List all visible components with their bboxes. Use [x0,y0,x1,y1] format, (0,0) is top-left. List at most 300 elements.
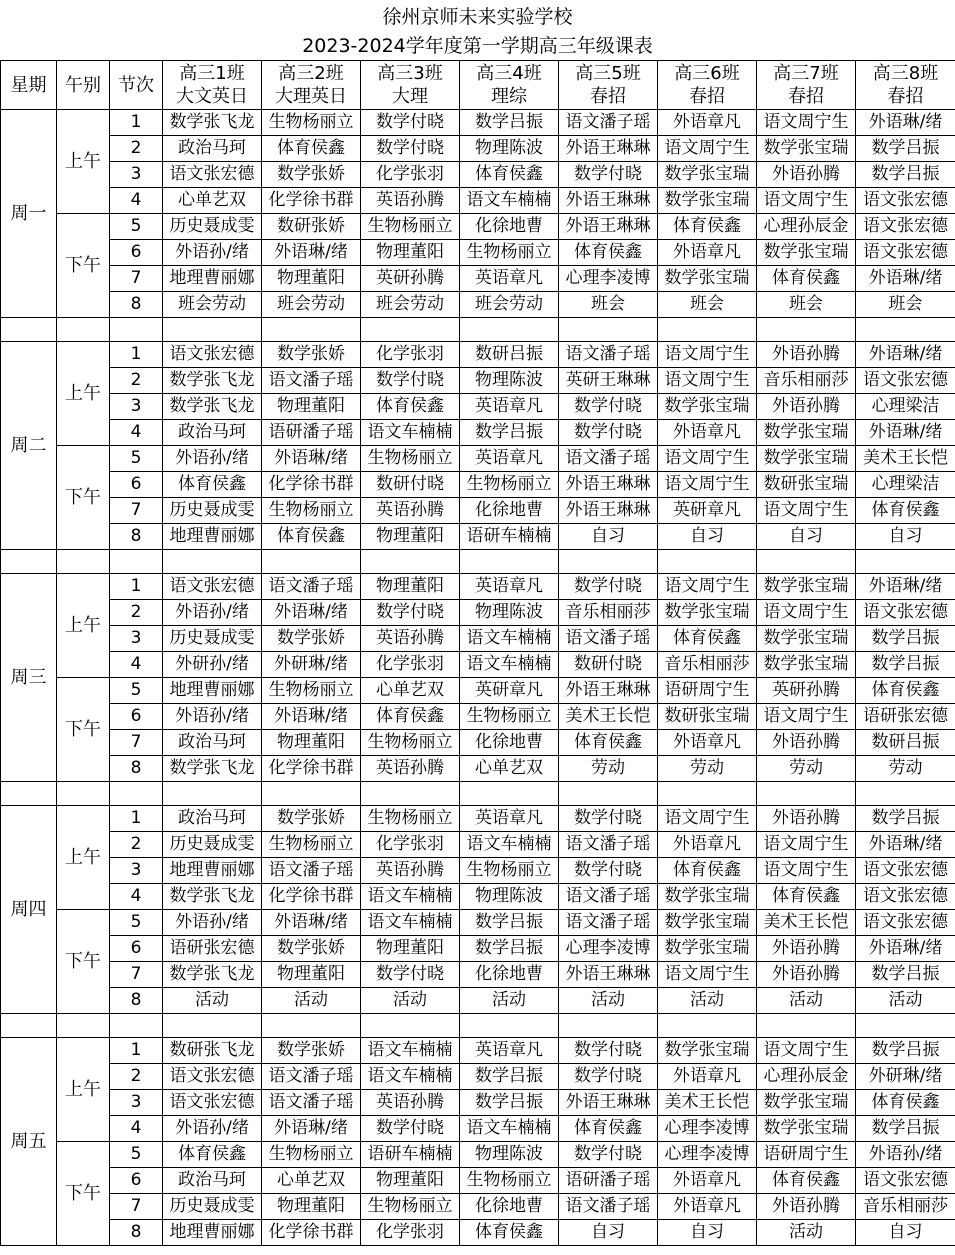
class-cell: 班会劳动 [361,292,460,318]
class-cell: 地理曹丽娜 [163,524,262,550]
class-cell: 化徐地曹 [460,498,559,524]
header-half: 午别 [57,61,110,110]
separator-cell [163,550,262,574]
class-cell: 英语孙腾 [361,756,460,782]
separator-cell [559,782,658,806]
class-cell: 化学张羽 [361,832,460,858]
class-cell: 数学张飞龙 [163,368,262,394]
class-cell: 数学吕振 [460,1064,559,1090]
separator-cell [110,550,163,574]
class-cell: 美术王长恺 [856,446,955,472]
class-cell: 数研吕振 [460,342,559,368]
period-number: 5 [110,214,163,240]
period-number: 3 [110,626,163,652]
class-cell: 外语孙腾 [757,962,856,988]
class-cell: 数学吕振 [856,1116,955,1142]
class-cell: 外语章凡 [658,240,757,266]
class-cell: 数研付晓 [361,472,460,498]
schedule-subtitle: 2023-2024学年度第一学期高三年级课表 [302,35,653,57]
period-number: 2 [110,368,163,394]
class-cell: 数学吕振 [460,110,559,136]
class-cell: 语文周宁生 [658,446,757,472]
class-cell: 外语琳/绪 [262,446,361,472]
half-morning: 上午 [57,110,110,214]
class-cell: 体育侯鑫 [757,884,856,910]
class-cell: 体育侯鑫 [757,1168,856,1194]
table-row [1,472,955,498]
class-cell: 活动 [757,988,856,1014]
period-number: 6 [110,936,163,962]
table-row [1,1064,955,1090]
separator-cell [1,1014,57,1038]
period-number: 6 [110,704,163,730]
class-cell: 数学付晓 [361,368,460,394]
class-cell: 音乐相丽莎 [856,1194,955,1220]
class-cell: 外语孙/绪 [163,1116,262,1142]
period-number: 1 [110,342,163,368]
class-cell: 语文潘子瑶 [559,1194,658,1220]
day-separator [1,1014,955,1038]
header-class-5: 高三5班 春招 [559,61,658,110]
class-cell: 数学付晓 [559,162,658,188]
class-cell: 政治马珂 [163,420,262,446]
class-cell: 生物杨丽立 [460,858,559,884]
class-cell: 数学吕振 [460,1090,559,1116]
period-number: 7 [110,1194,163,1220]
class-cell: 语文潘子瑶 [262,1090,361,1116]
class-cell: 外语章凡 [658,1064,757,1090]
class-cell: 语文周宁生 [757,188,856,214]
class-cell: 语文车楠楠 [361,1064,460,1090]
class-cell: 语文潘子瑶 [559,884,658,910]
class-cell: 物理陈波 [460,884,559,910]
class-cell: 数学付晓 [559,394,658,420]
header-class-6: 高三6班 春招 [658,61,757,110]
class-cell: 体育侯鑫 [262,136,361,162]
class-cell: 生物杨丽立 [262,1142,361,1168]
day-separator [1,318,955,342]
class-cell: 数学张娇 [262,1038,361,1064]
separator-cell [658,318,757,342]
class-cell: 体育侯鑫 [559,730,658,756]
table-row [1,1142,955,1168]
table-row [1,910,955,936]
period-number: 1 [110,110,163,136]
class-cell: 语文周宁生 [658,472,757,498]
class-cell: 外语王琳琳 [559,188,658,214]
class-cell: 地理曹丽娜 [163,858,262,884]
period-number: 4 [110,1116,163,1142]
class-cell: 语文潘子瑶 [262,1064,361,1090]
class-cell: 体育侯鑫 [658,214,757,240]
class-cell: 音乐相丽莎 [757,368,856,394]
class-cell: 语文车楠楠 [460,652,559,678]
class-cell: 生物杨丽立 [262,110,361,136]
class-cell: 劳动 [856,756,955,782]
class-cell: 体育侯鑫 [856,678,955,704]
class-cell: 体育侯鑫 [559,240,658,266]
period-number: 8 [110,1220,163,1246]
separator-cell [262,318,361,342]
class-cell: 语文张宏德 [856,240,955,266]
half-morning: 上午 [57,574,110,678]
class-cell: 语文张宏德 [163,342,262,368]
class-cell: 语文车楠楠 [460,1116,559,1142]
class-cell: 语文周宁生 [757,832,856,858]
table-row [1,214,955,240]
class-cell: 数学张宝瑞 [757,652,856,678]
class-cell: 语文周宁生 [757,110,856,136]
class-cell: 外语孙/绪 [163,910,262,936]
class-cell: 数学付晓 [361,962,460,988]
period-number: 8 [110,988,163,1014]
class-cell: 数学张宝瑞 [658,936,757,962]
class-cell: 外语孙腾 [757,342,856,368]
class-cell: 外语章凡 [658,1168,757,1194]
class-cell: 数学张宝瑞 [757,446,856,472]
class-cell: 生物杨丽立 [262,832,361,858]
header-period: 节次 [110,61,163,110]
class-cell: 数学张宝瑞 [658,394,757,420]
period-number: 1 [110,574,163,600]
class-cell: 生物杨丽立 [361,446,460,472]
separator-cell [110,1014,163,1038]
table-row [1,936,955,962]
separator-cell [658,550,757,574]
class-cell: 外语琳/绪 [856,936,955,962]
class-cell: 语文潘子瑶 [559,110,658,136]
class-cell: 外语章凡 [658,1194,757,1220]
class-cell: 外语孙/绪 [163,600,262,626]
class-cell: 美术王长恺 [658,1090,757,1116]
separator-cell [757,1014,856,1038]
header-row [1,61,955,110]
table-row [1,394,955,420]
class-cell: 英语孙腾 [361,858,460,884]
class-cell: 语文张宏德 [856,910,955,936]
table-row [1,600,955,626]
class-cell: 心理李凌博 [658,1116,757,1142]
timetable [0,60,955,1246]
class-cell: 化学徐书群 [262,1220,361,1246]
class-cell: 班会劳动 [262,292,361,318]
class-cell: 语文潘子瑶 [262,858,361,884]
table-row [1,110,955,136]
table-row [1,1168,955,1194]
separator-cell [110,782,163,806]
table-row [1,1090,955,1116]
class-cell: 数研张宝瑞 [658,704,757,730]
class-cell: 数学张飞龙 [163,962,262,988]
class-cell: 活动 [262,988,361,1014]
class-cell: 语文周宁生 [658,368,757,394]
table-row [1,524,955,550]
class-cell: 化学徐书群 [262,188,361,214]
class-cell: 劳动 [757,756,856,782]
class-cell: 语文张宏德 [163,1064,262,1090]
period-number: 6 [110,240,163,266]
class-cell: 语文周宁生 [757,1038,856,1064]
class-cell: 体育侯鑫 [856,498,955,524]
class-cell: 语文张宏德 [856,858,955,884]
class-cell: 外语琳/绪 [856,110,955,136]
period-number: 4 [110,420,163,446]
class-cell: 数研吕振 [856,730,955,756]
table-row [1,240,955,266]
class-cell: 班会 [757,292,856,318]
class-cell: 物理董阳 [262,1194,361,1220]
separator-cell [460,318,559,342]
table-row [1,1220,955,1246]
class-cell: 英语孙腾 [361,626,460,652]
class-cell: 物理陈波 [460,600,559,626]
class-cell: 物理董阳 [361,1168,460,1194]
class-cell: 外语孙/绪 [163,446,262,472]
class-cell: 数学张娇 [262,342,361,368]
class-cell: 历史聂成雯 [163,626,262,652]
separator-cell [1,782,57,806]
class-cell: 生物杨丽立 [262,678,361,704]
separator-cell [856,318,955,342]
class-cell: 语文张宏德 [856,1168,955,1194]
class-cell: 心理梁洁 [856,394,955,420]
table-row [1,652,955,678]
class-cell: 语文潘子瑶 [559,342,658,368]
school-title: 徐州京师未来实验学校 [382,6,573,28]
class-cell: 生物杨丽立 [460,1168,559,1194]
table-row [1,136,955,162]
class-cell: 活动 [460,988,559,1014]
period-number: 7 [110,730,163,756]
table-row [1,730,955,756]
class-cell: 数学吕振 [460,420,559,446]
period-number: 6 [110,1168,163,1194]
class-cell: 数学张宝瑞 [757,136,856,162]
class-cell: 班会 [658,292,757,318]
class-cell: 生物杨丽立 [361,730,460,756]
class-cell: 美术王长恺 [757,910,856,936]
class-cell: 数学张娇 [262,806,361,832]
separator-cell [856,1014,955,1038]
class-cell: 语研潘子瑶 [559,1168,658,1194]
class-cell: 语文周宁生 [658,136,757,162]
class-cell: 语研周宁生 [757,1142,856,1168]
class-cell: 心单艺双 [163,188,262,214]
class-cell: 外语王琳琳 [559,962,658,988]
table-row [1,756,955,782]
class-cell: 班会劳动 [163,292,262,318]
separator-cell [110,318,163,342]
class-cell: 体育侯鑫 [460,1220,559,1246]
class-cell: 英语章凡 [460,1038,559,1064]
period-number: 3 [110,394,163,420]
separator-cell [658,782,757,806]
class-cell: 体育侯鑫 [757,266,856,292]
class-cell: 语文车楠楠 [460,188,559,214]
class-cell: 语文张宏德 [163,1090,262,1116]
class-cell: 自习 [559,524,658,550]
separator-cell [163,1014,262,1038]
period-number: 2 [110,136,163,162]
separator-cell [1,550,57,574]
period-number: 5 [110,446,163,472]
class-cell: 外语琳/绪 [262,600,361,626]
table-row [1,1038,955,1064]
class-cell: 语文潘子瑶 [559,446,658,472]
period-number: 2 [110,1064,163,1090]
half-afternoon: 下午 [57,446,110,550]
class-cell: 物理董阳 [262,266,361,292]
class-cell: 语文张宏德 [856,600,955,626]
class-cell: 语文潘子瑶 [559,626,658,652]
class-cell: 数研付晓 [559,652,658,678]
class-cell: 体育侯鑫 [163,1142,262,1168]
period-number: 7 [110,266,163,292]
separator-cell [361,550,460,574]
half-morning: 上午 [57,342,110,446]
class-cell: 英语章凡 [460,574,559,600]
class-cell: 心理李凌博 [658,1142,757,1168]
class-cell: 生物杨丽立 [460,472,559,498]
class-cell: 心单艺双 [460,756,559,782]
class-cell: 数学张宝瑞 [658,910,757,936]
separator-cell [57,550,110,574]
class-cell: 心单艺双 [262,1168,361,1194]
separator-cell [262,550,361,574]
separator-cell [757,550,856,574]
class-cell: 外语王琳琳 [559,498,658,524]
table-row [1,446,955,472]
class-cell: 数学张宝瑞 [757,1116,856,1142]
class-cell: 语文周宁生 [658,806,757,832]
header-class-8: 高三8班 春招 [856,61,955,110]
class-cell: 语研周宁生 [658,678,757,704]
class-cell: 体育侯鑫 [658,858,757,884]
class-cell: 外语王琳琳 [559,136,658,162]
class-cell: 体育侯鑫 [856,1090,955,1116]
class-cell: 数学付晓 [361,1116,460,1142]
class-cell: 数学张宝瑞 [658,188,757,214]
period-number: 1 [110,806,163,832]
period-number: 4 [110,884,163,910]
class-cell: 数学付晓 [361,110,460,136]
separator-cell [262,1014,361,1038]
class-cell: 外语琳/绪 [262,1116,361,1142]
class-cell: 政治马珂 [163,730,262,756]
class-cell: 英语孙腾 [361,188,460,214]
table-row [1,1116,955,1142]
class-cell: 数学付晓 [559,1038,658,1064]
class-cell: 外语章凡 [658,110,757,136]
table-row [1,498,955,524]
separator-cell [57,318,110,342]
class-cell: 物理董阳 [262,394,361,420]
table-row [1,988,955,1014]
class-cell: 化徐地曹 [460,962,559,988]
table-row [1,678,955,704]
class-cell: 外研琳/绪 [262,652,361,678]
class-cell: 化学张羽 [361,1220,460,1246]
class-cell: 数学张娇 [262,162,361,188]
class-cell: 活动 [856,988,955,1014]
period-number: 8 [110,756,163,782]
class-cell: 语研车楠楠 [361,1142,460,1168]
class-cell: 体育侯鑫 [559,1116,658,1142]
class-cell: 地理曹丽娜 [163,266,262,292]
class-cell: 数学付晓 [559,574,658,600]
class-cell: 物理董阳 [262,730,361,756]
period-number: 3 [110,858,163,884]
class-cell: 化学张羽 [361,342,460,368]
class-cell: 外语章凡 [658,730,757,756]
class-cell: 语文周宁生 [658,342,757,368]
class-cell: 音乐相丽莎 [559,600,658,626]
class-cell: 数学吕振 [856,806,955,832]
period-number: 6 [110,472,163,498]
class-cell: 心理李凌博 [559,936,658,962]
class-cell: 化学张羽 [361,652,460,678]
class-cell: 化徐地曹 [460,730,559,756]
class-cell: 活动 [559,988,658,1014]
class-cell: 英语章凡 [460,806,559,832]
period-number: 5 [110,910,163,936]
class-cell: 语研潘子瑶 [262,420,361,446]
class-cell: 外语章凡 [658,832,757,858]
half-morning: 上午 [57,1038,110,1142]
class-cell: 美术王长恺 [559,704,658,730]
class-cell: 体育侯鑫 [658,626,757,652]
class-cell: 自习 [658,524,757,550]
table-row [1,292,955,318]
header-day: 星期 [1,61,57,110]
half-afternoon: 下午 [57,678,110,782]
day-separator [1,550,955,574]
class-cell: 地理曹丽娜 [163,1220,262,1246]
class-cell: 物理陈波 [460,136,559,162]
class-cell: 语文潘子瑶 [559,910,658,936]
class-cell: 物理陈波 [460,1142,559,1168]
half-morning: 上午 [57,806,110,910]
class-cell: 数学付晓 [559,806,658,832]
class-cell: 英语章凡 [460,446,559,472]
class-cell: 外语王琳琳 [559,678,658,704]
day-label: 周五 [1,1038,57,1246]
class-cell: 语文车楠楠 [361,1038,460,1064]
class-cell: 语文张宏德 [856,188,955,214]
class-cell: 自习 [559,1220,658,1246]
class-cell: 数学张宝瑞 [658,884,757,910]
class-cell: 外研琳/绪 [856,1064,955,1090]
class-cell: 语文车楠楠 [361,910,460,936]
table-row [1,266,955,292]
half-afternoon: 下午 [57,1142,110,1246]
class-cell: 体育侯鑫 [262,524,361,550]
class-cell: 外语琳/绪 [262,910,361,936]
header-class-1: 高三1班 大文英日 [163,61,262,110]
class-cell: 活动 [361,988,460,1014]
class-cell: 数学付晓 [361,136,460,162]
class-cell: 数学吕振 [856,962,955,988]
class-cell: 班会劳动 [460,292,559,318]
class-cell: 语文张宏德 [856,214,955,240]
class-cell: 外研孙/绪 [163,652,262,678]
class-cell: 英语章凡 [460,394,559,420]
class-cell: 数学吕振 [856,162,955,188]
class-cell: 数学付晓 [361,600,460,626]
class-cell: 体育侯鑫 [361,394,460,420]
header-class-3: 高三3班 大理 [361,61,460,110]
class-cell: 英研章凡 [658,498,757,524]
